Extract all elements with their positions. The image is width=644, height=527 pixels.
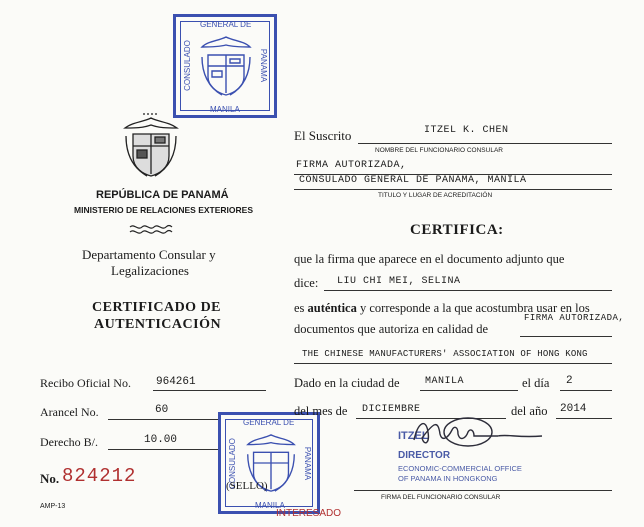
nombre-caption: NOMBRE DEL FUNCIONARIO CONSULAR	[375, 147, 503, 154]
titulo-line-1: FIRMA AUTORIZADA,	[296, 160, 407, 171]
suscrito-label: El Suscrito	[294, 128, 352, 143]
certificate-title-2: AUTENTICACIÓN	[94, 317, 222, 332]
stamp-text-top-2: GENERAL DE	[243, 418, 295, 427]
consulate-stamp-bottom	[218, 412, 320, 514]
officer-stamp-name: ITZEL	[398, 430, 429, 442]
paragraph-line-1: que la firma que aparece en el documento adjunto que	[294, 252, 565, 266]
dice-value: LIU CHI MEI, SELINA	[337, 276, 461, 287]
officer-stamp-office-1: ECONOMIC-COMMERCIAL OFFICE	[398, 464, 522, 473]
form-code: AMP-13	[40, 503, 66, 510]
signature-icon	[408, 412, 548, 452]
titulo-line-2: CONSULADO GENERAL DE PANAMA, MANILA	[299, 175, 527, 186]
coat-of-arms-icon	[121, 110, 181, 182]
ciudad-value: MANILA	[425, 376, 465, 387]
officer-stamp-title: DIRECTOR	[398, 450, 451, 461]
autentica-word: auténtica	[307, 301, 357, 315]
es-label: es	[294, 301, 305, 315]
officer-stamp-office-2: OF PANAMA IN HONGKONG	[398, 474, 498, 483]
interesado-label: INTERESADO	[276, 508, 342, 519]
country-title: REPÚBLICA DE PANAMÁ	[96, 189, 229, 201]
ministry-title: MINISTERIO DE RELACIONES EXTERIORES	[74, 205, 253, 215]
certificate-title-1: CERTIFICADO DE	[92, 300, 222, 315]
arancel-value: 60	[155, 404, 169, 416]
certifica-heading: CERTIFICA:	[410, 222, 504, 238]
number-label: No.	[40, 471, 60, 486]
ornament-icon	[128, 222, 174, 236]
dado-label: Dado en la ciudad de	[294, 376, 400, 390]
stamp-text-bottom: MANILA	[210, 105, 240, 114]
stamp-text-bottom-2: MANILA	[255, 501, 285, 510]
department-line-2: Legalizaciones	[111, 263, 189, 278]
firma-caption: FIRMA DEL FUNCIONARIO CONSULAR	[381, 494, 501, 501]
derecho-label: Derecho B/.	[40, 435, 98, 449]
stamp-text-left-2: CONSULADO	[227, 438, 237, 489]
consulate-stamp-top	[173, 14, 277, 118]
association-value: THE CHINESE MANUFACTURERS' ASSOCIATION OF HONG KONG	[302, 349, 588, 359]
department-line-1: Departamento Consular y	[82, 247, 216, 262]
coat-of-arms-stamp-icon	[198, 33, 254, 99]
ano-label: del año	[511, 404, 548, 418]
paragraph-line-2-rest: y corresponde a la que acostumbra usar en los	[359, 301, 590, 315]
stamp-text-right-2: PANAMA	[303, 446, 313, 481]
dia-label: el día	[522, 376, 550, 390]
mes-label: del mes de	[294, 404, 348, 418]
certificate-number: 824212	[62, 465, 137, 487]
suscrito-value: ITZEL K. CHEN	[424, 125, 509, 136]
paragraph-line-3: documentos que autoriza en calidad de	[294, 322, 489, 336]
titulo-caption: TITULO Y LUGAR DE ACREDITACIÓN	[378, 192, 493, 199]
stamp-text-right: PANAMA	[259, 48, 269, 83]
sello-label: (SELLO)	[226, 480, 268, 492]
recibo-value: 964261	[156, 376, 196, 388]
dia-value: 2	[566, 375, 573, 387]
recibo-label: Recibo Oficial No.	[40, 376, 131, 390]
derecho-value: 10.00	[144, 434, 178, 446]
dice-label: dice:	[294, 276, 319, 290]
stamp-text-left: CONSULADO	[182, 40, 192, 91]
stamp-text-top: GENERAL DE	[200, 20, 252, 29]
arancel-label: Arancel No.	[40, 405, 99, 419]
mes-value: DICIEMBRE	[362, 404, 421, 415]
calidad-value: FIRMA AUTORIZADA,	[524, 313, 625, 323]
ano-value: 2014	[560, 403, 587, 415]
